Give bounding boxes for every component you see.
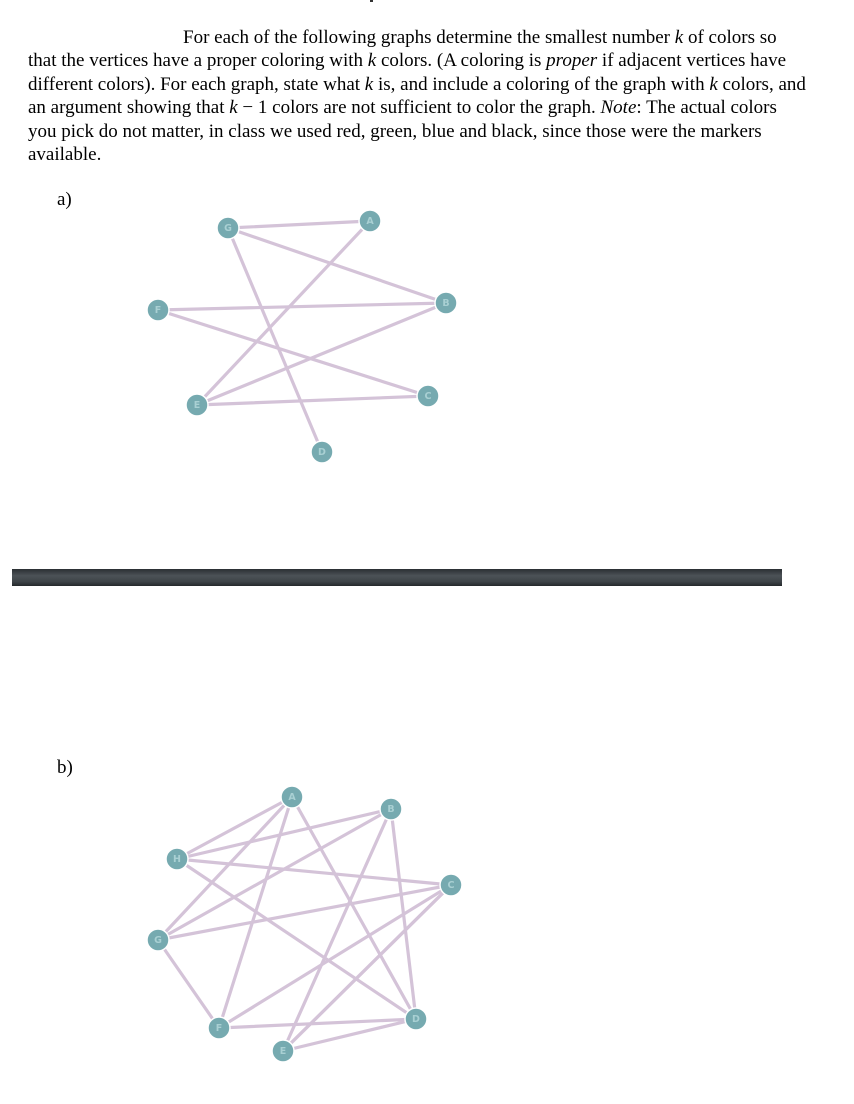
graph-b-edge-b-h (177, 809, 391, 859)
graph-a-vertex-label: E (193, 400, 201, 411)
graph-a-vertex-label: D (318, 447, 326, 458)
graph-a-vertex-label: A (366, 216, 374, 227)
graph-b-vertex-a (281, 786, 303, 808)
graph-b-vertex-label: D (412, 1014, 420, 1025)
problem-paragraph: For each of the following graphs determine the smallest number k of colors so that the vertices have a proper coloring with k colors. (A coloring is proper if adjacent vertices have different colors). For each graph, state what k is, and include a coloring of the graph with k colors, and an argument showing that k − 1 colors are not sufficient to color the graph. Note: The actual colors you pick do not matter, in class we used red, green, blue and black, since those were the markers available. (28, 27, 806, 166)
graph-b-edge-h-c (177, 859, 451, 885)
graph-a-vertex-label: F (154, 305, 162, 316)
graph-a-vertex-label: G (224, 223, 232, 234)
graph-b-vertex-label: F (215, 1023, 223, 1034)
graph-b-vertex-g (147, 929, 169, 951)
graph-b-vertex-label: H (173, 854, 181, 865)
graph-b-vertex-d (405, 1008, 427, 1030)
graph-b-vertex-e (272, 1040, 294, 1062)
graph-b-vertex-b (380, 798, 402, 820)
graph-b-edge-h-d (177, 859, 416, 1019)
graph-b-edge-g-f (158, 940, 219, 1028)
graph-b-vertex-label: A (288, 792, 296, 803)
part-a-label: a) (57, 189, 72, 210)
graph-a-vertex-label: C (424, 391, 432, 402)
graph-b-vertex-label: E (279, 1046, 287, 1057)
graph-b-vertex-c (440, 874, 462, 896)
graph-b-vertex-h (166, 848, 188, 870)
graph-b-vertex-label: C (447, 880, 455, 891)
graph-b-edge-e-c (283, 885, 451, 1051)
graph-b-vertex-label: G (154, 935, 162, 946)
graph-b-edge-b-e (283, 809, 391, 1051)
graph-a-vertex-label: B (442, 298, 450, 309)
graph-b-vertex-label: B (387, 804, 395, 815)
graph-b-vertex-f (208, 1017, 230, 1039)
part-b-label: b) (57, 757, 73, 778)
